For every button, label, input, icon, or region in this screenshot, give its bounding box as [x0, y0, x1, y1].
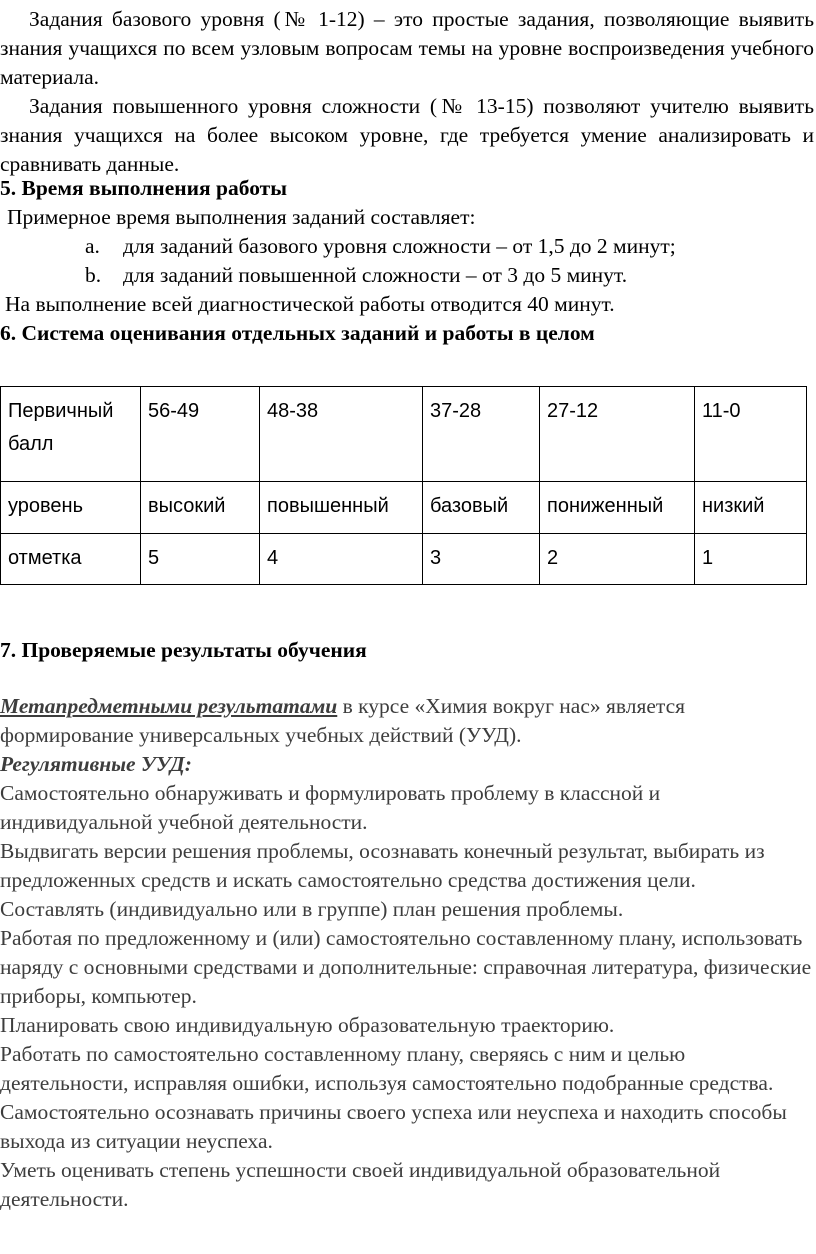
list-item-text: для заданий повышенной сложности – от 3 до 5 минут. [123, 263, 628, 287]
table-cell: 4 [260, 534, 423, 585]
list-item: Составлять (индивидуально или в группе) план решения проблемы. [0, 897, 624, 921]
section5-heading: 5. Время выполнения работы [0, 176, 288, 200]
time-list [85, 232, 805, 290]
table-cell: отметка [1, 534, 141, 585]
section5-total: На выполнение всей диагностической работы отводится 40 минут. [5, 292, 615, 316]
meta-results-term: Метапредметными результатами [0, 694, 338, 718]
table-cell: 37-28 [423, 387, 540, 482]
table-cell: 5 [141, 534, 260, 585]
table-cell: 2 [540, 534, 695, 585]
table-cell: повышенный [260, 482, 423, 534]
list-item [85, 232, 805, 261]
meta-results-paragraph [0, 692, 814, 750]
table-cell: 3 [423, 534, 540, 585]
list-item: Уметь оценивать степень успешности своей индивидуальной образовательной деятельности. [0, 1158, 721, 1211]
table-cell: 27-12 [540, 387, 695, 482]
list-item: Самостоятельно осознавать причины своего успеха или неуспеха и находить способы выхода из ситуации неуспеха. [0, 1100, 787, 1153]
table-cell: 1 [695, 534, 807, 585]
table-cell: уровень [1, 482, 141, 534]
list-item: Выдвигать версии решения проблемы, осознавать конечный результат, выбирать из предложенных средств и искать самостоятельно средства достижения цели. [0, 839, 765, 892]
table-row [1, 387, 807, 482]
section7-heading: 7. Проверяемые результаты обучения [0, 638, 367, 662]
list-marker: b. [85, 263, 102, 287]
section5-lead: Примерное время выполнения заданий составляет: [7, 205, 476, 229]
scoring-table [0, 386, 807, 585]
list-item: Работать по самостоятельно составленному плану, сверяясь с ним и целью деятельности, исправляя ошибки, используя самостоятельно подобранные средства. [0, 1042, 774, 1095]
table-cell: 48-38 [260, 387, 423, 482]
regulative-heading: Регулятивные УУД: [0, 752, 192, 776]
list-item: Работая по предложенному и (или) самостоятельно составленному плану, использовать наряду с основными средствами и дополнительные: справочная литература, физические приборы, компьютер. [0, 926, 812, 1008]
results-body [0, 692, 814, 1214]
list-item-text: для заданий базового уровня сложности – от 1,5 до 2 минут; [123, 234, 676, 258]
table-cell: базовый [423, 482, 540, 534]
table-cell: пониженный [540, 482, 695, 534]
meta-results-text: в курсе «Химия вокруг нас» является формирование универсальных учебных действий (УУД). [0, 694, 686, 747]
table-cell: Первичный балл [1, 387, 141, 482]
intro-paragraph-advanced: Задания повышенного уровня сложности (№ 13-15) позволяют учителю выявить знания учащихся на более высоком уровне, где требуется умение анализировать и сравнивать данные. [0, 94, 814, 176]
table-cell: высокий [141, 482, 260, 534]
table-cell: низкий [695, 482, 807, 534]
list-marker: a. [85, 234, 100, 258]
list-item: Планировать свою индивидуальную образовательную траекторию. [0, 1013, 615, 1037]
table-cell: 11-0 [695, 387, 807, 482]
intro-paragraph-basic: Задания базового уровня (№ 1-12) – это простые задания, позволяющие выявить знания учащихся по всем узловым вопросам темы на уровне воспроизведения учебного материала. [0, 7, 814, 89]
section6-heading: 6. Система оценивания отдельных заданий и работы в целом [0, 321, 595, 345]
list-item: Самостоятельно обнаруживать и формулировать проблему в классной и индивидуальной учебной деятельности. [0, 781, 661, 834]
table-cell: 56-49 [141, 387, 260, 482]
list-item [85, 261, 805, 290]
table-row [1, 482, 807, 534]
table-row [1, 534, 807, 585]
